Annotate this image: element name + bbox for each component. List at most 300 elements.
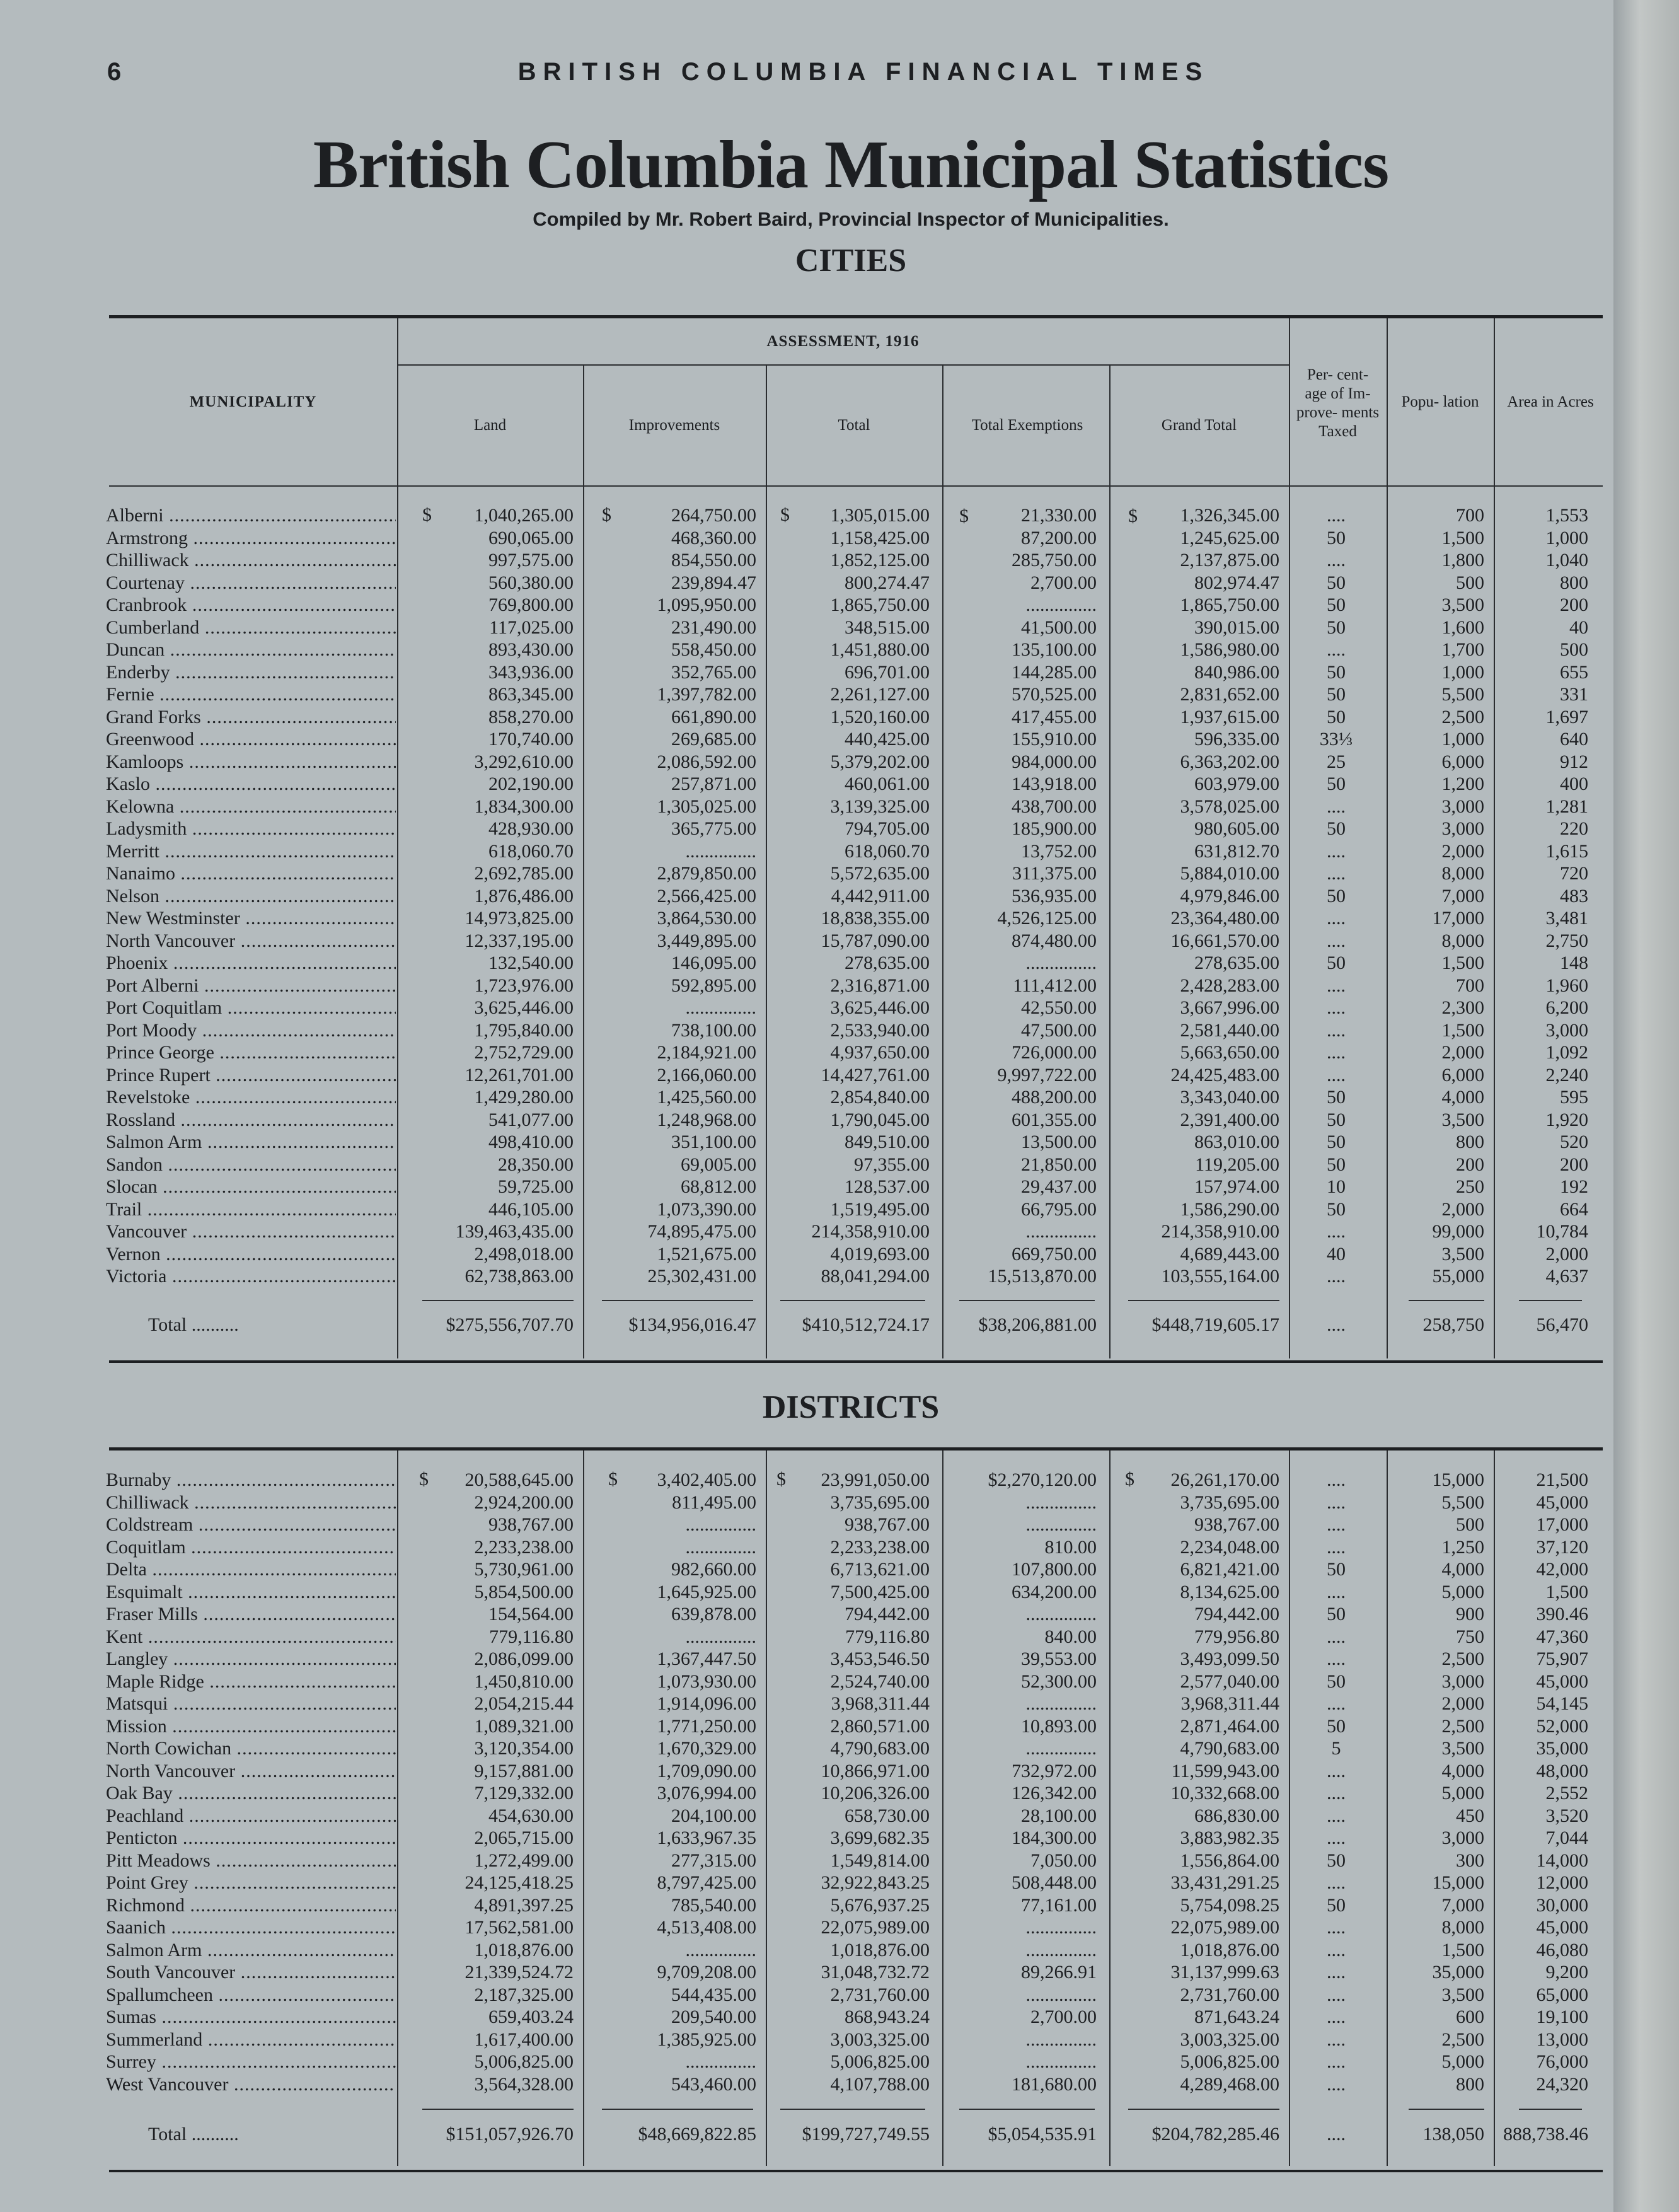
cell-improvements: 1,385,925.00 [657, 2029, 756, 2050]
cell-area: 912 [1560, 751, 1588, 772]
cell-exemptions: ............... [1025, 1984, 1097, 2005]
cell-total: 460,061.00 [845, 773, 930, 794]
table-row [0, 1558, 1613, 1581]
table-row [0, 1220, 1613, 1243]
cell-percentage: 50 [1327, 617, 1346, 638]
cell-land: 5,006,825.00 [474, 2051, 574, 2072]
cell-population: 1,200 [1441, 773, 1484, 794]
cell-percentage: 50 [1327, 527, 1346, 548]
cell-population: 900 [1456, 1604, 1484, 1624]
cell-grand-total: 8,134,625.00 [1180, 1581, 1279, 1602]
cell-grand-total: 390,015.00 [1194, 617, 1279, 638]
cell-area: 46,080 [1536, 1939, 1588, 1960]
cell-population: 200 [1456, 1154, 1484, 1175]
cell-population: 300 [1456, 1850, 1484, 1871]
table-row [0, 1536, 1613, 1559]
cell-area: 1,092 [1545, 1042, 1588, 1063]
cell-municipality: West Vancouver ..... [106, 2073, 396, 2096]
cell-municipality: Maple Ridge ..... [106, 1671, 396, 1693]
cell-population: 5,500 [1441, 1491, 1484, 1513]
cell-percentage: 50 [1327, 706, 1346, 727]
cell-exemptions: 810.00 [1044, 1536, 1097, 1558]
cell-improvements: 1,670,329.00 [657, 1738, 756, 1759]
cell-land: 17,562,581.00 [464, 1917, 574, 1938]
cell-grand-total: 3,003,325.00 [1180, 2029, 1279, 2050]
cell-total: 3,003,325.00 [830, 2029, 930, 2050]
table-row [0, 840, 1613, 863]
cell-area: 3,520 [1545, 1805, 1588, 1826]
cell-percentage: .... [1327, 796, 1346, 817]
cell-area: 54,145 [1536, 1693, 1588, 1714]
cell-total: 618,060.70 [845, 840, 930, 862]
cell-improvements: 74,895,475.00 [647, 1221, 756, 1242]
cell-area: 192 [1560, 1176, 1588, 1197]
cell-grand-total: 802,974.47 [1194, 572, 1279, 593]
header-assessment: ASSESSMENT, 1916 [766, 332, 920, 350]
cell-population: 1,700 [1441, 639, 1484, 660]
cell-improvements: 2,166,060.00 [657, 1064, 756, 1086]
cell-population: 2,000 [1441, 1693, 1484, 1714]
cell-area: 65,000 [1536, 1984, 1588, 2005]
cell-population: 8,000 [1441, 1917, 1484, 1938]
cell-grand-total: 603,979.00 [1194, 773, 1279, 794]
cell-area: 45,000 [1536, 1671, 1588, 1692]
cell-total: 779,116.80 [845, 1626, 930, 1647]
table-row [0, 997, 1613, 1019]
cell-municipality: Alberni ..... [106, 504, 396, 527]
cell-area: 220 [1560, 818, 1588, 839]
cell-population: 3,000 [1441, 1671, 1484, 1692]
cell-percentage: .... [1327, 2006, 1346, 2027]
cell-population: 500 [1456, 572, 1484, 593]
cell-land: 7,129,332.00 [474, 1783, 574, 1804]
cell-grand-total: 5,663,650.00 [1180, 1042, 1279, 1063]
compiled-by: Compiled by Mr. Robert Baird, Provincial Inspector of Municipalities. [533, 208, 1169, 230]
cell-municipality: Nelson ..... [106, 885, 396, 908]
cell-population: 2,000 [1441, 840, 1484, 862]
cell-exemptions: 536,935.00 [1012, 885, 1097, 906]
cell-area: 500 [1560, 639, 1588, 660]
table-row [0, 1827, 1613, 1850]
cell-land: 2,065,715.00 [474, 1827, 574, 1848]
cell-land: 14,973,825.00 [464, 908, 574, 929]
cell-population: 1,800 [1441, 550, 1484, 570]
table-row [0, 773, 1613, 796]
cell-total: 6,713,621.00 [830, 1559, 930, 1580]
cell-area: 35,000 [1536, 1738, 1588, 1759]
cell-population: 3,500 [1441, 1738, 1484, 1759]
cell-population: 5,000 [1441, 1783, 1484, 1804]
cell-land: 769,800.00 [488, 594, 574, 615]
cell-grand-total: 157,974.00 [1194, 1176, 1279, 1197]
cell-municipality: Peachland ..... [106, 1805, 396, 1827]
cell-exemptions: 126,342.00 [1012, 1783, 1097, 1804]
table-row [0, 728, 1613, 751]
cell-improvements: 2,566,425.00 [657, 885, 756, 906]
cell-land: 1,429,280.00 [474, 1087, 574, 1108]
cell-improvements: 2,184,921.00 [657, 1042, 756, 1063]
header-exemptions: Total Exemptions [971, 417, 1083, 434]
cell-land: 541,077.00 [488, 1109, 574, 1130]
cell-area: 720 [1560, 863, 1588, 884]
cell-municipality: Cumberland ..... [106, 617, 396, 639]
cell-area: 2,000 [1545, 1243, 1588, 1265]
cell-grand-total: 779,956.80 [1194, 1626, 1279, 1647]
cell-exemptions: 184,300.00 [1012, 1827, 1097, 1848]
cell-grand-total: 214,358,910.00 [1161, 1221, 1279, 1242]
cell-population: 5,500 [1441, 684, 1484, 705]
cell-grand-total: 6,363,202.00 [1180, 751, 1279, 772]
cell-land: 1,089,321.00 [474, 1715, 574, 1737]
cell-percentage: 40 [1327, 1243, 1346, 1265]
cell-grand-total: 2,137,875.00 [1180, 550, 1279, 570]
cell-improvements: 592,895.00 [671, 975, 756, 996]
cell-exemptions: ............... [1025, 1491, 1097, 1513]
cell-land: 62,738,863.00 [464, 1266, 574, 1287]
cell-grand-total: 1,586,290.00 [1180, 1198, 1279, 1220]
cell-population: 2,300 [1441, 997, 1484, 1018]
cell-total: 14,427,761.00 [821, 1064, 930, 1086]
cell-exemptions: ............... [1025, 1917, 1097, 1938]
cell-grand-total: 23,364,480.00 [1170, 908, 1279, 929]
cell-land: 446,105.00 [488, 1198, 574, 1220]
districts-total-row: Total ..... $151,057,926.70 $48,669,822.85 $199,727,749.55 $5,054,535.91 $204,782,285.46 .... 138,050 888,738.46 [0, 2122, 1613, 2147]
cell-exemptions: ............... [1025, 1693, 1097, 1714]
table-row [0, 1961, 1613, 1984]
table-row [0, 1109, 1613, 1132]
cell-area: 520 [1560, 1132, 1588, 1152]
cell-land: 690,065.00 [488, 527, 574, 548]
cell-total: 4,937,650.00 [830, 1042, 930, 1063]
cell-improvements: 1,095,950.00 [657, 594, 756, 615]
cell-land: 139,463,435.00 [455, 1221, 574, 1242]
cell-total: 696,701.00 [845, 661, 930, 683]
cell-percentage: .... [1327, 840, 1346, 862]
cell-population: 600 [1456, 2006, 1484, 2027]
cell-municipality: Point Grey ..... [106, 1872, 396, 1894]
table-row [0, 1064, 1613, 1087]
cell-improvements: 8,797,425.00 [657, 1872, 756, 1893]
cell-land: 5,854,500.00 [474, 1581, 574, 1602]
cell-percentage: 50 [1327, 684, 1346, 705]
cell-municipality: Trail ..... [106, 1198, 396, 1221]
cell-grand-total: 840,986.00 [1194, 661, 1279, 683]
table-row [0, 1626, 1613, 1648]
cell-improvements: 146,095.00 [671, 953, 756, 973]
cell-exemptions: 417,455.00 [1012, 706, 1097, 727]
cell-improvements: 982,660.00 [671, 1559, 756, 1580]
cell-exemptions: 143,918.00 [1012, 773, 1097, 794]
cell-improvements: 1,367,447.50 [657, 1648, 756, 1669]
cell-population: 3,000 [1441, 1827, 1484, 1848]
cell-population: 8,000 [1441, 930, 1484, 951]
cell-grand-total: 938,767.00 [1194, 1514, 1279, 1535]
cell-percentage: .... [1327, 1514, 1346, 1535]
cell-total: 1,305,015.00 [830, 505, 930, 526]
cell-population: 1,500 [1441, 1019, 1484, 1041]
cell-improvements: 468,360.00 [671, 527, 756, 548]
table-row [0, 1872, 1613, 1894]
cell-population: 1,500 [1441, 953, 1484, 973]
cell-area: 1,615 [1545, 840, 1588, 862]
cell-population: 800 [1456, 1132, 1484, 1152]
cell-percentage: 50 [1327, 1132, 1346, 1152]
cell-land: 2,924,200.00 [474, 1491, 574, 1513]
table-row [0, 1581, 1613, 1604]
cell-exemptions: 28,100.00 [1021, 1805, 1097, 1826]
cell-total: 278,635.00 [845, 953, 930, 973]
cell-percentage: 50 [1327, 1671, 1346, 1692]
cell-percentage: .... [1327, 863, 1346, 884]
cell-municipality: Armstrong ..... [106, 527, 396, 550]
cell-land: 2,187,325.00 [474, 1984, 574, 2005]
cell-exemptions: 840.00 [1044, 1626, 1097, 1647]
cell-percentage: 50 [1327, 1604, 1346, 1624]
cell-land: 117,025.00 [489, 617, 574, 638]
cell-municipality: Mission ..... [106, 1715, 396, 1738]
cell-grand-total: 596,335.00 [1194, 729, 1279, 750]
cell-improvements: 3,076,994.00 [657, 1783, 756, 1804]
cell-municipality: Kamloops ..... [106, 751, 396, 773]
cell-grand-total: 22,075,989.00 [1170, 1917, 1279, 1938]
cell-land: 1,617,400.00 [474, 2029, 574, 2050]
cell-grand-total: 1,586,980.00 [1180, 639, 1279, 660]
cell-percentage: 50 [1327, 1198, 1346, 1220]
table-row [0, 1693, 1613, 1715]
cell-improvements: 1,521,675.00 [657, 1243, 756, 1265]
cell-improvements: 543,460.00 [671, 2073, 756, 2095]
cell-area: 17,000 [1536, 1514, 1588, 1535]
table-row [0, 1243, 1613, 1266]
cell-population: 4,000 [1441, 1760, 1484, 1781]
cell-total: 794,705.00 [845, 818, 930, 839]
header-grand-total: Grand Total [1161, 417, 1237, 434]
cell-improvements: ............... [685, 1939, 756, 1960]
cell-exemptions: ............... [1025, 594, 1097, 615]
cell-land: 20,588,645.00 [464, 1469, 574, 1490]
cell-municipality: Greenwood ..... [106, 728, 396, 751]
cell-total: 23,991,050.00 [821, 1469, 930, 1490]
cell-grand-total: 2,577,040.00 [1180, 1671, 1279, 1692]
cell-exemptions: 601,355.00 [1012, 1109, 1097, 1130]
cell-municipality: Pitt Meadows ..... [106, 1850, 396, 1872]
cell-land: 3,292,610.00 [474, 751, 574, 772]
cell-land: 343,936.00 [488, 661, 574, 683]
page-number: 6 [107, 58, 122, 86]
cell-land: 2,498,018.00 [474, 1243, 574, 1265]
cell-percentage: .... [1327, 639, 1346, 660]
cell-percentage: .... [1327, 975, 1346, 996]
table-row [0, 1984, 1613, 2006]
cell-grand-total: 5,754,098.25 [1180, 1894, 1279, 1916]
cell-area: 19,100 [1536, 2006, 1588, 2027]
cell-percentage: 50 [1327, 1894, 1346, 1916]
cell-exemptions: ............... [1025, 1514, 1097, 1535]
cell-exemptions: 726,000.00 [1012, 1042, 1097, 1063]
cell-land: 779,116.80 [489, 1626, 574, 1647]
cell-improvements: 544,435.00 [671, 1984, 756, 2005]
cell-percentage: 50 [1327, 953, 1346, 973]
cell-exemptions: 2,700.00 [1030, 572, 1097, 593]
cell-total: 440,425.00 [845, 729, 930, 750]
cell-improvements: 264,750.00 [671, 505, 756, 526]
cell-total: 868,943.24 [845, 2006, 930, 2027]
cell-total: 4,107,788.00 [830, 2073, 930, 2095]
cell-municipality: Fernie ..... [106, 683, 396, 706]
cell-improvements: 1,397,782.00 [657, 684, 756, 705]
cell-percentage: 50 [1327, 818, 1346, 839]
cell-area: 390.46 [1536, 1604, 1588, 1624]
cell-percentage: 50 [1327, 1715, 1346, 1737]
cell-exemptions: ............... [1025, 1221, 1097, 1242]
cell-grand-total: 1,245,625.00 [1180, 527, 1279, 548]
cell-land: 2,086,099.00 [474, 1648, 574, 1669]
cell-total: 31,048,732.72 [821, 1962, 930, 1983]
cell-total: 2,533,940.00 [830, 1019, 930, 1041]
cell-grand-total: 871,643.24 [1194, 2006, 1279, 2027]
table-row [0, 661, 1613, 684]
cell-area: 800 [1560, 572, 1588, 593]
cell-land: 4,891,397.25 [474, 1894, 574, 1916]
cell-area: 2,552 [1545, 1783, 1588, 1804]
cell-total: 3,453,546.50 [830, 1648, 930, 1669]
cell-exemptions: 9,997,722.00 [997, 1064, 1097, 1086]
table-row [0, 885, 1613, 908]
cell-population: 2,000 [1441, 1042, 1484, 1063]
cell-percentage: 50 [1327, 1559, 1346, 1580]
cell-municipality: Richmond ..... [106, 1894, 396, 1917]
cell-total: 10,866,971.00 [821, 1760, 930, 1781]
cell-total: 5,676,937.25 [830, 1894, 930, 1916]
cell-grand-total: 6,821,421.00 [1180, 1559, 1279, 1580]
cell-exemptions: 87,200.00 [1021, 527, 1097, 548]
cell-population: 450 [1456, 1805, 1484, 1826]
cell-land: 2,054,215.44 [474, 1693, 574, 1714]
cell-land: 1,723,976.00 [474, 975, 574, 996]
table-row [0, 1198, 1613, 1221]
cell-municipality: Sandon ..... [106, 1154, 396, 1176]
table-row [0, 1041, 1613, 1064]
table-row [0, 527, 1613, 550]
cell-improvements: 68,812.00 [681, 1176, 756, 1197]
cell-improvements: 811,495.00 [672, 1491, 756, 1513]
cell-area: 10,784 [1536, 1221, 1588, 1242]
cell-municipality: North Vancouver ..... [106, 1760, 396, 1783]
cell-population: 7,000 [1441, 1894, 1484, 1916]
cell-land: 2,692,785.00 [474, 863, 574, 884]
cell-municipality: Matsqui ..... [106, 1693, 396, 1715]
cell-exemptions: 155,910.00 [1012, 729, 1097, 750]
cell-improvements: 3,402,405.00 [657, 1469, 756, 1490]
table-row [0, 1671, 1613, 1693]
cell-area: 9,200 [1545, 1962, 1588, 1983]
cell-area: 1,000 [1545, 527, 1588, 548]
cell-percentage: .... [1327, 1266, 1346, 1287]
cell-area: 1,553 [1545, 505, 1588, 526]
cell-grand-total: 3,343,040.00 [1180, 1087, 1279, 1108]
cell-exemptions: 111,412.00 [1013, 975, 1097, 996]
cell-population: 4,000 [1441, 1559, 1484, 1580]
cell-total: 1,519,495.00 [830, 1198, 930, 1220]
cell-grand-total: 3,493,099.50 [1180, 1648, 1279, 1669]
cell-percentage: .... [1327, 2073, 1346, 2095]
cities-heading: CITIES [795, 243, 907, 279]
table-row [0, 706, 1613, 729]
cell-percentage: 50 [1327, 1850, 1346, 1871]
cell-exemptions: 508,448.00 [1012, 1872, 1097, 1893]
cell-population: 2,000 [1441, 1198, 1484, 1220]
table-row [0, 975, 1613, 997]
cell-area: 331 [1560, 684, 1588, 705]
cell-population: 1,000 [1441, 661, 1484, 683]
cell-total: 1,549,814.00 [830, 1850, 930, 1871]
cell-grand-total: 3,667,996.00 [1180, 997, 1279, 1018]
cell-municipality: Enderby ..... [106, 661, 396, 684]
cell-population: 800 [1456, 2073, 1484, 2095]
cell-municipality: North Cowichan ..... [106, 1737, 396, 1760]
table-row [0, 1154, 1613, 1176]
cell-percentage: .... [1327, 1693, 1346, 1714]
table-row [0, 1648, 1613, 1671]
cell-land: 3,625,446.00 [474, 997, 574, 1018]
cell-population: 6,000 [1441, 751, 1484, 772]
cell-population: 35,000 [1432, 1962, 1484, 1983]
cell-area: 7,044 [1545, 1827, 1588, 1848]
cell-land: 1,272,499.00 [474, 1850, 574, 1871]
cell-improvements: 1,425,560.00 [657, 1087, 756, 1108]
cell-total: 2,316,871.00 [830, 975, 930, 996]
cell-improvements: 3,449,895.00 [657, 930, 756, 951]
table-row [0, 818, 1613, 840]
cell-exemptions: 47,500.00 [1021, 1019, 1097, 1041]
cell-land: 454,630.00 [488, 1805, 574, 1826]
cell-percentage: .... [1327, 550, 1346, 570]
cell-municipality: Penticton ..... [106, 1827, 396, 1850]
table-row [0, 1894, 1613, 1917]
cell-area: 640 [1560, 729, 1588, 750]
cell-municipality: Salmon Arm ..... [106, 1131, 396, 1154]
cell-exemptions: 984,000.00 [1012, 751, 1097, 772]
table-row [0, 1086, 1613, 1109]
table-row [0, 1469, 1613, 1491]
cell-total: 1,451,880.00 [830, 639, 930, 660]
cell-population: 5,000 [1441, 1581, 1484, 1602]
cell-grand-total: 3,968,311.44 [1180, 1693, 1279, 1714]
cell-total: 1,865,750.00 [830, 594, 930, 615]
cell-improvements: 231,490.00 [671, 617, 756, 638]
cell-municipality: Spallumcheen ..... [106, 1984, 396, 2006]
cell-improvements: 204,100.00 [671, 1805, 756, 1826]
cell-municipality: North Vancouver ..... [106, 930, 396, 953]
cell-area: 76,000 [1536, 2051, 1588, 2072]
table-row [0, 1939, 1613, 1962]
cell-exemptions: ............... [1025, 1738, 1097, 1759]
cell-land: 858,270.00 [488, 706, 574, 727]
cell-grand-total: 3,578,025.00 [1180, 796, 1279, 817]
cell-improvements: 1,645,925.00 [657, 1581, 756, 1602]
cell-exemptions: 89,266.91 [1021, 1962, 1097, 1983]
cell-grand-total: 863,010.00 [1194, 1132, 1279, 1152]
table-row [0, 2073, 1613, 2096]
cell-municipality: New Westminster ..... [106, 907, 396, 930]
table-row [0, 594, 1613, 617]
cell-percentage: .... [1327, 1221, 1346, 1242]
cell-area: 14,000 [1536, 1850, 1588, 1871]
cell-total: 32,922,843.25 [821, 1872, 930, 1893]
cell-area: 4,637 [1545, 1266, 1588, 1287]
cell-land: 1,018,876.00 [474, 1939, 574, 1960]
cell-municipality: Vancouver ..... [106, 1220, 396, 1243]
